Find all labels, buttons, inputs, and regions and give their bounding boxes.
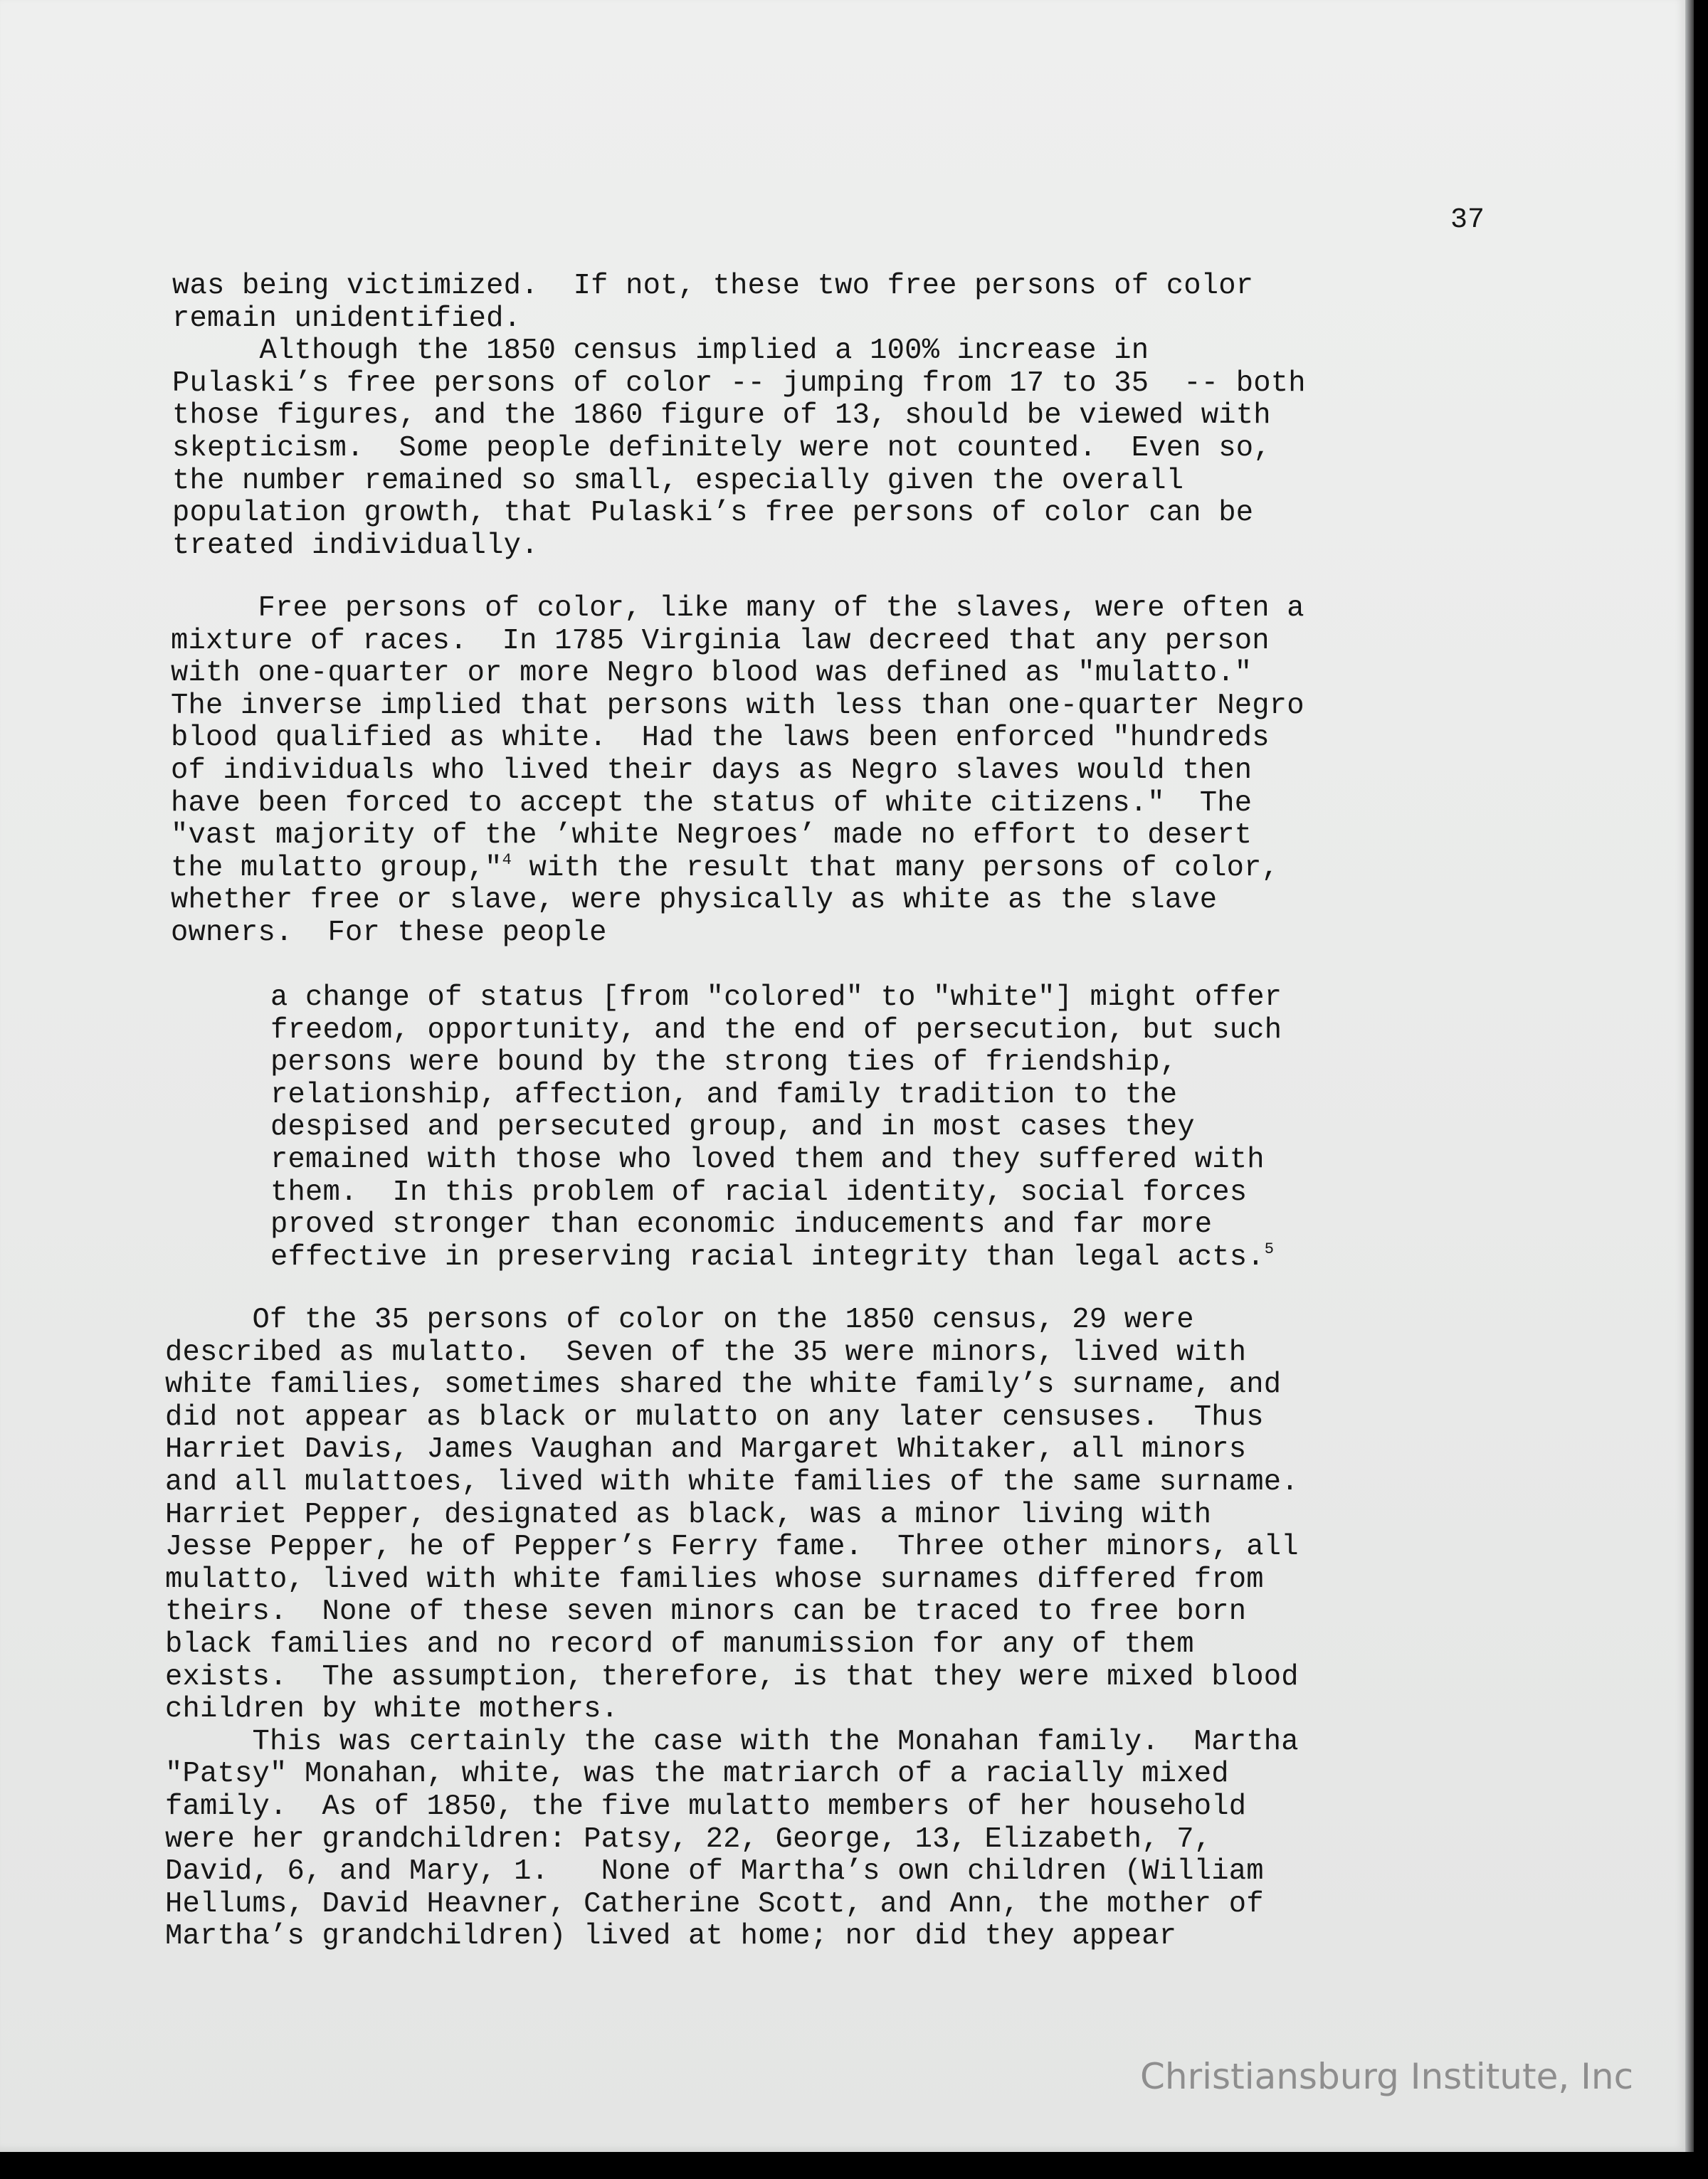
page-number: 37 xyxy=(1450,204,1485,236)
paragraph-text: Free persons of color, like many of the slaves, were often a mixture of races. In 1785 Virginia law decreed that any person with one-quarter or more Negro blood was defined as "mulatto." The inverse implied that persons with less than one-quarter Negro blood qualified as white. Had the laws been enforced "hundreds of individuals who lived their days as Negro slaves would then have been forced to accept the status of white citizens." The "vast majority of the ’white Negroes’ made no effort to desert the mulatto group," xyxy=(171,592,1304,885)
block-quote xyxy=(270,982,1282,1274)
paragraph-victimized: was being victimized. If not, these two free persons of color remain unidentified. Although the 1850 census implied a 100% increase in Pulaski’s free persons of color -- jumping from 17 to 35 -- both those figures, and the 1860 figure of 13, should be viewed with skepticism. Some people definitely were not counted. Even so, the number remained so small, especially given the overall population growth, that Pulaski’s free persons of color can be treated individually. xyxy=(172,270,1306,562)
footnote-marker: 5 xyxy=(1264,1240,1275,1258)
paragraph-text-continued: with the result that many persons of color, whether free or slave, were physically as white as the slave owners. For these people xyxy=(171,851,1280,949)
paragraph-mixture-of-races xyxy=(171,593,1304,950)
paper-edge-shadow xyxy=(1685,0,1694,2152)
block-quote-text: a change of status [from "colored" to "white"] might offer freedom, opportunity, and the end of persecution, but such persons were bound by the strong ties of friendship, relationship, affection, and family tradition to the despised and persecuted group, and in most cases they remained with those who loved them and they suffered with them. In this problem of racial identity, social forces proved stronger than economic inducements and far more effective in preserving racial integrity than legal acts. xyxy=(270,981,1282,1274)
watermark: Christiansburg Institute, Inc xyxy=(1140,2056,1634,2097)
paragraph-census-minors: Of the 35 persons of color on the 1850 census, 29 were described as mulatto. Seven of the 35 were minors, lived with white families, sometimes shared the white family’s surname, and did not appear as black or mulatto on any later censuses. Thus Harriet Davis, James Vaughan and Margaret Whitaker, all minors and all mulattoes, lived with white families of the same surname. Harriet Pepper, designated as black, was a minor living with Jesse Pepper, he of Pepper’s Ferry fame. Three other minors, all mulatto, lived with white families whose surnames differed from theirs. None of these seven minors can be traced to free born black families and no record of manumission for any of them exists. The assumption, therefore, is that they were mixed blood children by white mothers. This was certainly the case with the Monahan family. Martha "Patsy" Monahan, white, was the matriarch of a racially mixed family. As of 1850, the five mulatto members of her household were her grandchildren: Patsy, 22, George, 13, Elizabeth, 7, David, 6, and Mary, 1. None of Martha’s own children (William Hellums, David Heavner, Catherine Scott, and Ann, the mother of Martha’s grandchildren) lived at home; nor did they appear xyxy=(165,1304,1299,1953)
footnote-marker: 4 xyxy=(502,850,512,869)
